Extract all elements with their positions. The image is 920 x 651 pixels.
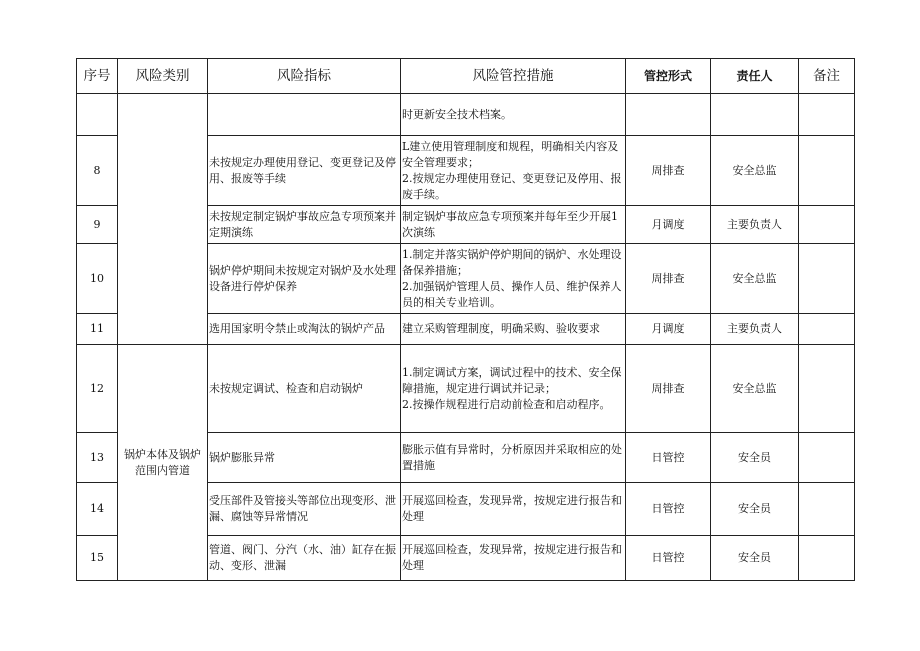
row-note	[799, 136, 855, 206]
row-person: 安全员	[711, 536, 799, 581]
row-person: 安全总监	[711, 345, 799, 433]
row-indicator: 选用国家明令禁止或淘汰的锅炉产品	[208, 314, 401, 345]
row-measure: 1.制定并落实锅炉停炉期间的锅炉、水处理设备保养措施； 2.加强锅炉管理人员、操作人员、维护保养人员的相关专业培训。	[401, 244, 626, 314]
row-measure: 开展巡回检查，发现异常，按规定进行报告和处理	[401, 483, 626, 536]
row-measure: 膨胀示值有异常时，分析原因并采取相应的处置措施	[401, 433, 626, 483]
row-measure: 制定锅炉事故应急专项预案并每年至少开展1次演练	[401, 206, 626, 244]
row-indicator: 锅炉膨胀异常	[208, 433, 401, 483]
row-form: 周排查	[626, 244, 711, 314]
row-form: 周排查	[626, 136, 711, 206]
row-no: 11	[77, 314, 118, 345]
row-person: 安全员	[711, 433, 799, 483]
row-form: 日管控	[626, 433, 711, 483]
row-no: 15	[77, 536, 118, 581]
row-note	[799, 536, 855, 581]
row-no: 9	[77, 206, 118, 244]
row-person: 安全总监	[711, 136, 799, 206]
row-note	[799, 244, 855, 314]
row-note	[799, 206, 855, 244]
row-indicator: 未按规定调试、检查和启动锅炉	[208, 345, 401, 433]
row-form: 周排查	[626, 345, 711, 433]
risk-category-cell: 锅炉本体及锅炉范围内管道	[118, 345, 208, 581]
row-indicator: 锅炉停炉期间未按规定对锅炉及水处理设备进行停炉保养	[208, 244, 401, 314]
row-person: 主要负责人	[711, 206, 799, 244]
row-measure: L建立使用管理制度和规程，明确相关内容及安全管理要求； 2.按规定办理使用登记、变更登记及停用、报废手续。	[401, 136, 626, 206]
row-measure: 开展巡回检查，发现异常，按规定进行报告和处理	[401, 536, 626, 581]
header-note: 备注	[799, 59, 855, 94]
row-note	[799, 345, 855, 433]
risk-control-table	[76, 58, 855, 581]
table-header-row	[77, 59, 855, 94]
header-no: 序号	[77, 59, 118, 94]
row-form: 月调度	[626, 206, 711, 244]
row-form: 月调度	[626, 314, 711, 345]
row-indicator	[208, 94, 401, 136]
row-no: 13	[77, 433, 118, 483]
row-note	[799, 433, 855, 483]
row-no: 8	[77, 136, 118, 206]
row-no: 14	[77, 483, 118, 536]
header-control-form: 管控形式	[626, 59, 711, 94]
risk-category-cell	[118, 94, 208, 345]
row-form: 日管控	[626, 536, 711, 581]
table-row	[77, 94, 855, 136]
row-note	[799, 314, 855, 345]
row-measure: 1.制定调试方案，调试过程中的技术、安全保障措施，规定进行调试并记录； 2.按操作规程进行启动前检查和启动程序。	[401, 345, 626, 433]
row-indicator: 未按规定办理使用登记、变更登记及停用、报废等手续	[208, 136, 401, 206]
table-row	[77, 345, 855, 433]
row-indicator: 未按规定制定锅炉事故应急专项预案并定期演练	[208, 206, 401, 244]
row-person: 主要负责人	[711, 314, 799, 345]
row-note	[799, 94, 855, 136]
header-control-measure: 风险管控措施	[401, 59, 626, 94]
row-indicator: 受压部件及管接头等部位出现变形、泄漏、腐蚀等异常情况	[208, 483, 401, 536]
row-no	[77, 94, 118, 136]
row-person: 安全总监	[711, 244, 799, 314]
row-no: 12	[77, 345, 118, 433]
row-person: 安全员	[711, 483, 799, 536]
row-no: 10	[77, 244, 118, 314]
row-measure: 时更新安全技术档案。	[401, 94, 626, 136]
header-responsible-person: 责任人	[711, 59, 799, 94]
row-person	[711, 94, 799, 136]
row-form: 日管控	[626, 483, 711, 536]
header-risk-category: 风险类别	[118, 59, 208, 94]
row-measure: 建立采购管理制度，明确采购、验收要求	[401, 314, 626, 345]
row-note	[799, 483, 855, 536]
row-form	[626, 94, 711, 136]
header-risk-indicator: 风险指标	[208, 59, 401, 94]
row-indicator: 管道、阀门、分汽（水、油）缸存在振动、变形、泄漏	[208, 536, 401, 581]
